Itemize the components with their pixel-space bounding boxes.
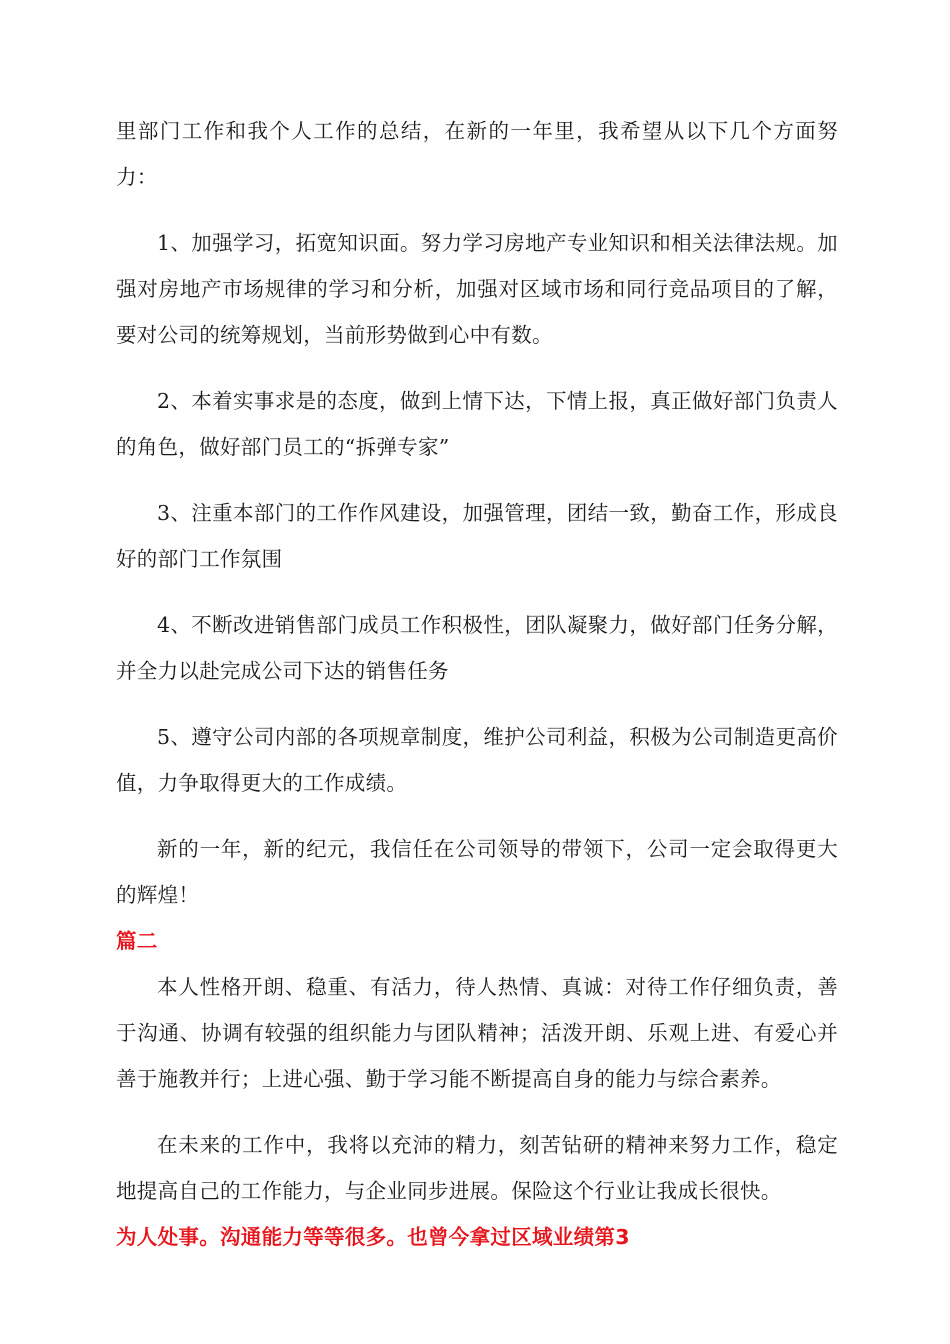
intro-paragraph: 里部门工作和我个人工作的总结，在新的一年里，我希望从以下几个方面努力：: [116, 119, 838, 189]
section-2-heading: 篇二: [116, 929, 158, 953]
point-3-paragraph: 3、注重本部门的工作作风建设，加强管理，团结一致，勤奋工作，形成良好的部门工作氛围: [116, 501, 838, 571]
point-1-paragraph: 1、加强学习，拓宽知识面。努力学习房地产专业知识和相关法律法规。加强对房地产市场规律的学习和分析，加强对区域市场和同行竞品项目的了解，要对公司的统筹规划，当前形势做到心中有数。: [116, 231, 838, 347]
section-3-heading: 为人处事。沟通能力等等很多。也曾今拿过区域业绩第3: [116, 1225, 630, 1249]
document-page: [116, 108, 838, 1260]
closing-paragraph: 新的一年，新的纪元，我信任在公司领导的带领下，公司一定会取得更大的辉煌！: [116, 837, 838, 907]
point-4-paragraph: 4、不断改进销售部门成员工作积极性，团队凝聚力，做好部门任务分解，并全力以赴完成公司下达的销售任务: [116, 613, 838, 683]
point-5-paragraph: 5、遵守公司内部的各项规章制度，维护公司利益，积极为公司制造更高价值，力争取得更大的工作成绩。: [116, 725, 838, 795]
section-2-paragraph-1: 本人性格开朗、稳重、有活力，待人热情、真诚：对待工作仔细负责，善于沟通、协调有较强的组织能力与团队精神；活泼开朗、乐观上进、有爱心并善于施教并行；上进心强、勤于学习能不断提高自身的能力与综合素养。: [116, 975, 838, 1091]
section-2-paragraph-2: 在未来的工作中，我将以充沛的精力，刻苦钻研的精神来努力工作，稳定地提高自己的工作能力，与企业同步进展。保险这个行业让我成长很快。: [116, 1133, 838, 1203]
point-2-paragraph: 2、本着实事求是的态度，做到上情下达，下情上报，真正做好部门负责人的角色，做好部门员工的“拆弹专家”: [116, 389, 838, 459]
